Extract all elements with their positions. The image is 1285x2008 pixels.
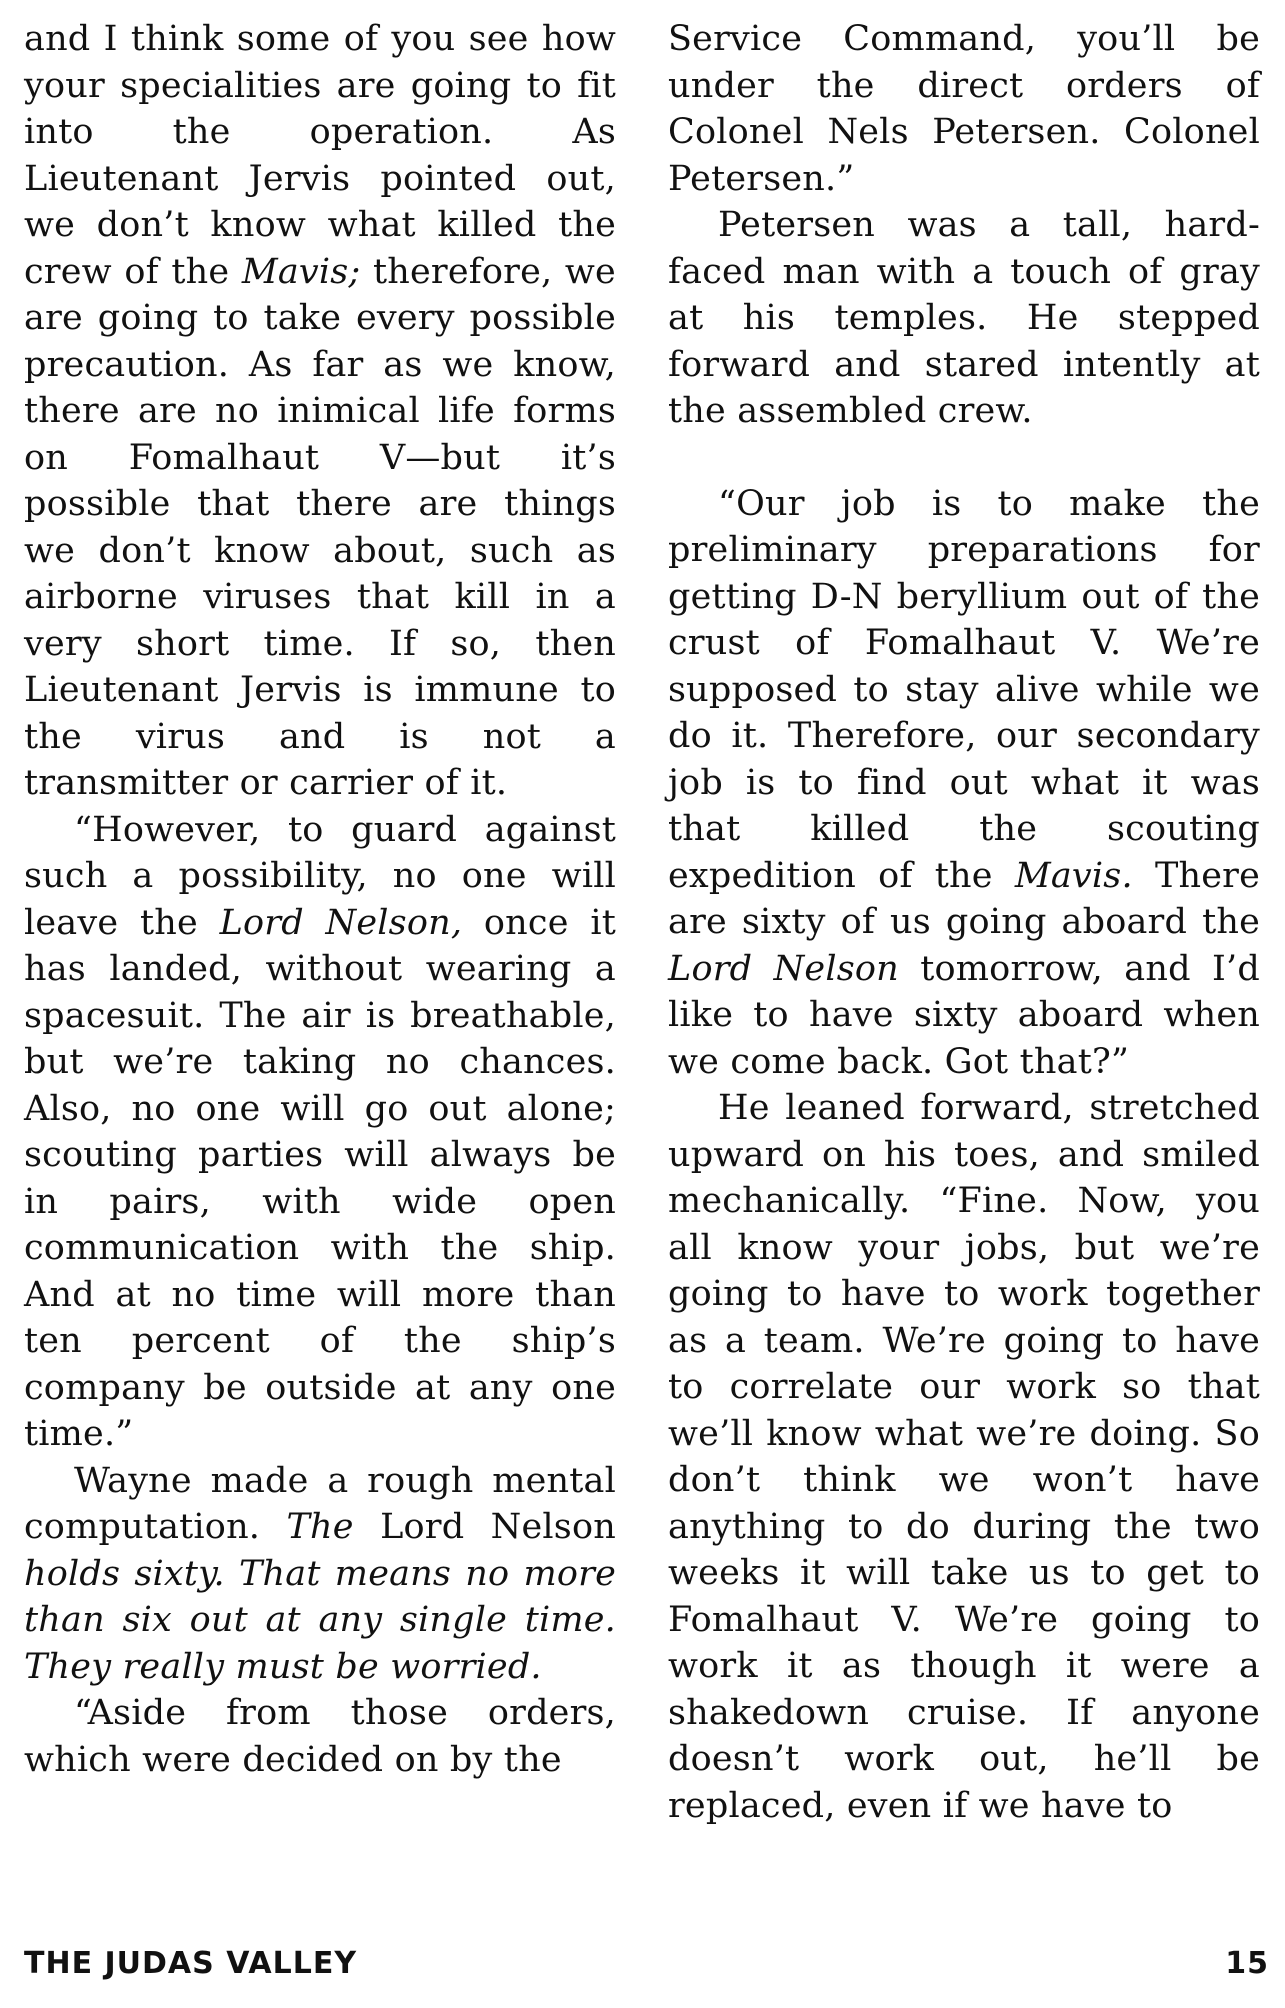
text-run: “Our job is to make the preliminary preparations for getting D-N beryllium out of the crust of Fomalhaut V. We’re supposed to stay alive while we do it. Therefore, our secondary job is to find out what it was that killed the scouting expedition of the [668, 483, 1260, 896]
running-title: THE JUDAS VALLEY [24, 1946, 358, 1981]
page-footer [24, 1946, 1269, 1986]
text-run: tomorrow, and I’d like to have sixty aboard when we come back. Got that?” [668, 948, 1260, 1082]
paragraph [668, 1085, 1260, 1829]
italic-text: Lord Nelson, [219, 902, 463, 943]
text-run: Petersen was a tall, hard-faced man with a touch of gray at his temples. He stepped forward and stared intently at the assembled crew. [668, 205, 1260, 431]
italic-text: Mavis; [241, 251, 361, 292]
paragraph [668, 16, 1260, 202]
text-run: “Aside from those orders, which were decided on by the [24, 1693, 616, 1780]
paragraph [668, 202, 1260, 435]
right-text-column [668, 16, 1260, 1829]
text-run: and I think some of you see how your specialities are going to fit into the operation. As Lieutenant Jervis pointed out, we don’t know what killed the crew of the [24, 19, 616, 292]
italic-text: Lord Nelson [668, 948, 899, 989]
page-number: 15 [1225, 1946, 1269, 1981]
text-run: Lord Nelson [353, 1507, 616, 1547]
text-run: He leaned forward, stretched upward on his toes, and smiled mechanically. “Fine. Now, you all know your jobs, but we’re going to have to work together as a team. We’re going to have to correlate our work so that we’ll know what we’re doing. So don’t think we won’t have anything to do during the two weeks it will take us to get to Fomalhaut V. We’re going to work it as though it were a shakedown cruise. If anyone doesn’t work out, he’ll be replaced, even if we have to [668, 1088, 1260, 1826]
paragraph [24, 807, 616, 1458]
text-run: once it has landed, without wearing a spacesuit. The air is breathable, but we’re taking no chances. Also, no one will go out alone; scouting parties will always be in pairs, with wide open communication with the ship. And at no time will more than ten percent of the ship’s company be outside at any one time.” [24, 902, 616, 1454]
text-run: Wayne made a rough mental computation. [24, 1460, 616, 1547]
left-text-column [24, 16, 616, 1783]
text-run: There are sixty of us going aboard the [668, 855, 1260, 942]
italic-text: holds sixty. That means no more than six out at any single time. They really must be worried. [24, 1553, 616, 1687]
text-run: “However, to guard against such a possibility, no one will leave the [24, 809, 616, 943]
text-run: therefore, we are going to take every possible precaution. As far as we know, there are no inimical life forms on Fomalhaut V—but it’s possible that there are things we don’t know about, such as airborne viruses that kill in a very short time. If so, then Lieutenant Jervis is immune to the virus and is not a transmitter or carrier of it. [24, 251, 616, 803]
italic-text: Mavis. [1014, 855, 1133, 896]
paragraph [24, 1690, 616, 1783]
paragraph [668, 481, 1260, 1086]
paragraph [24, 16, 616, 807]
italic-text: The [286, 1507, 354, 1547]
text-run: Service Command, you’ll be under the direct orders of Colonel Nels Petersen. Colonel Petersen.” [668, 19, 1260, 199]
paragraph [24, 1458, 616, 1691]
